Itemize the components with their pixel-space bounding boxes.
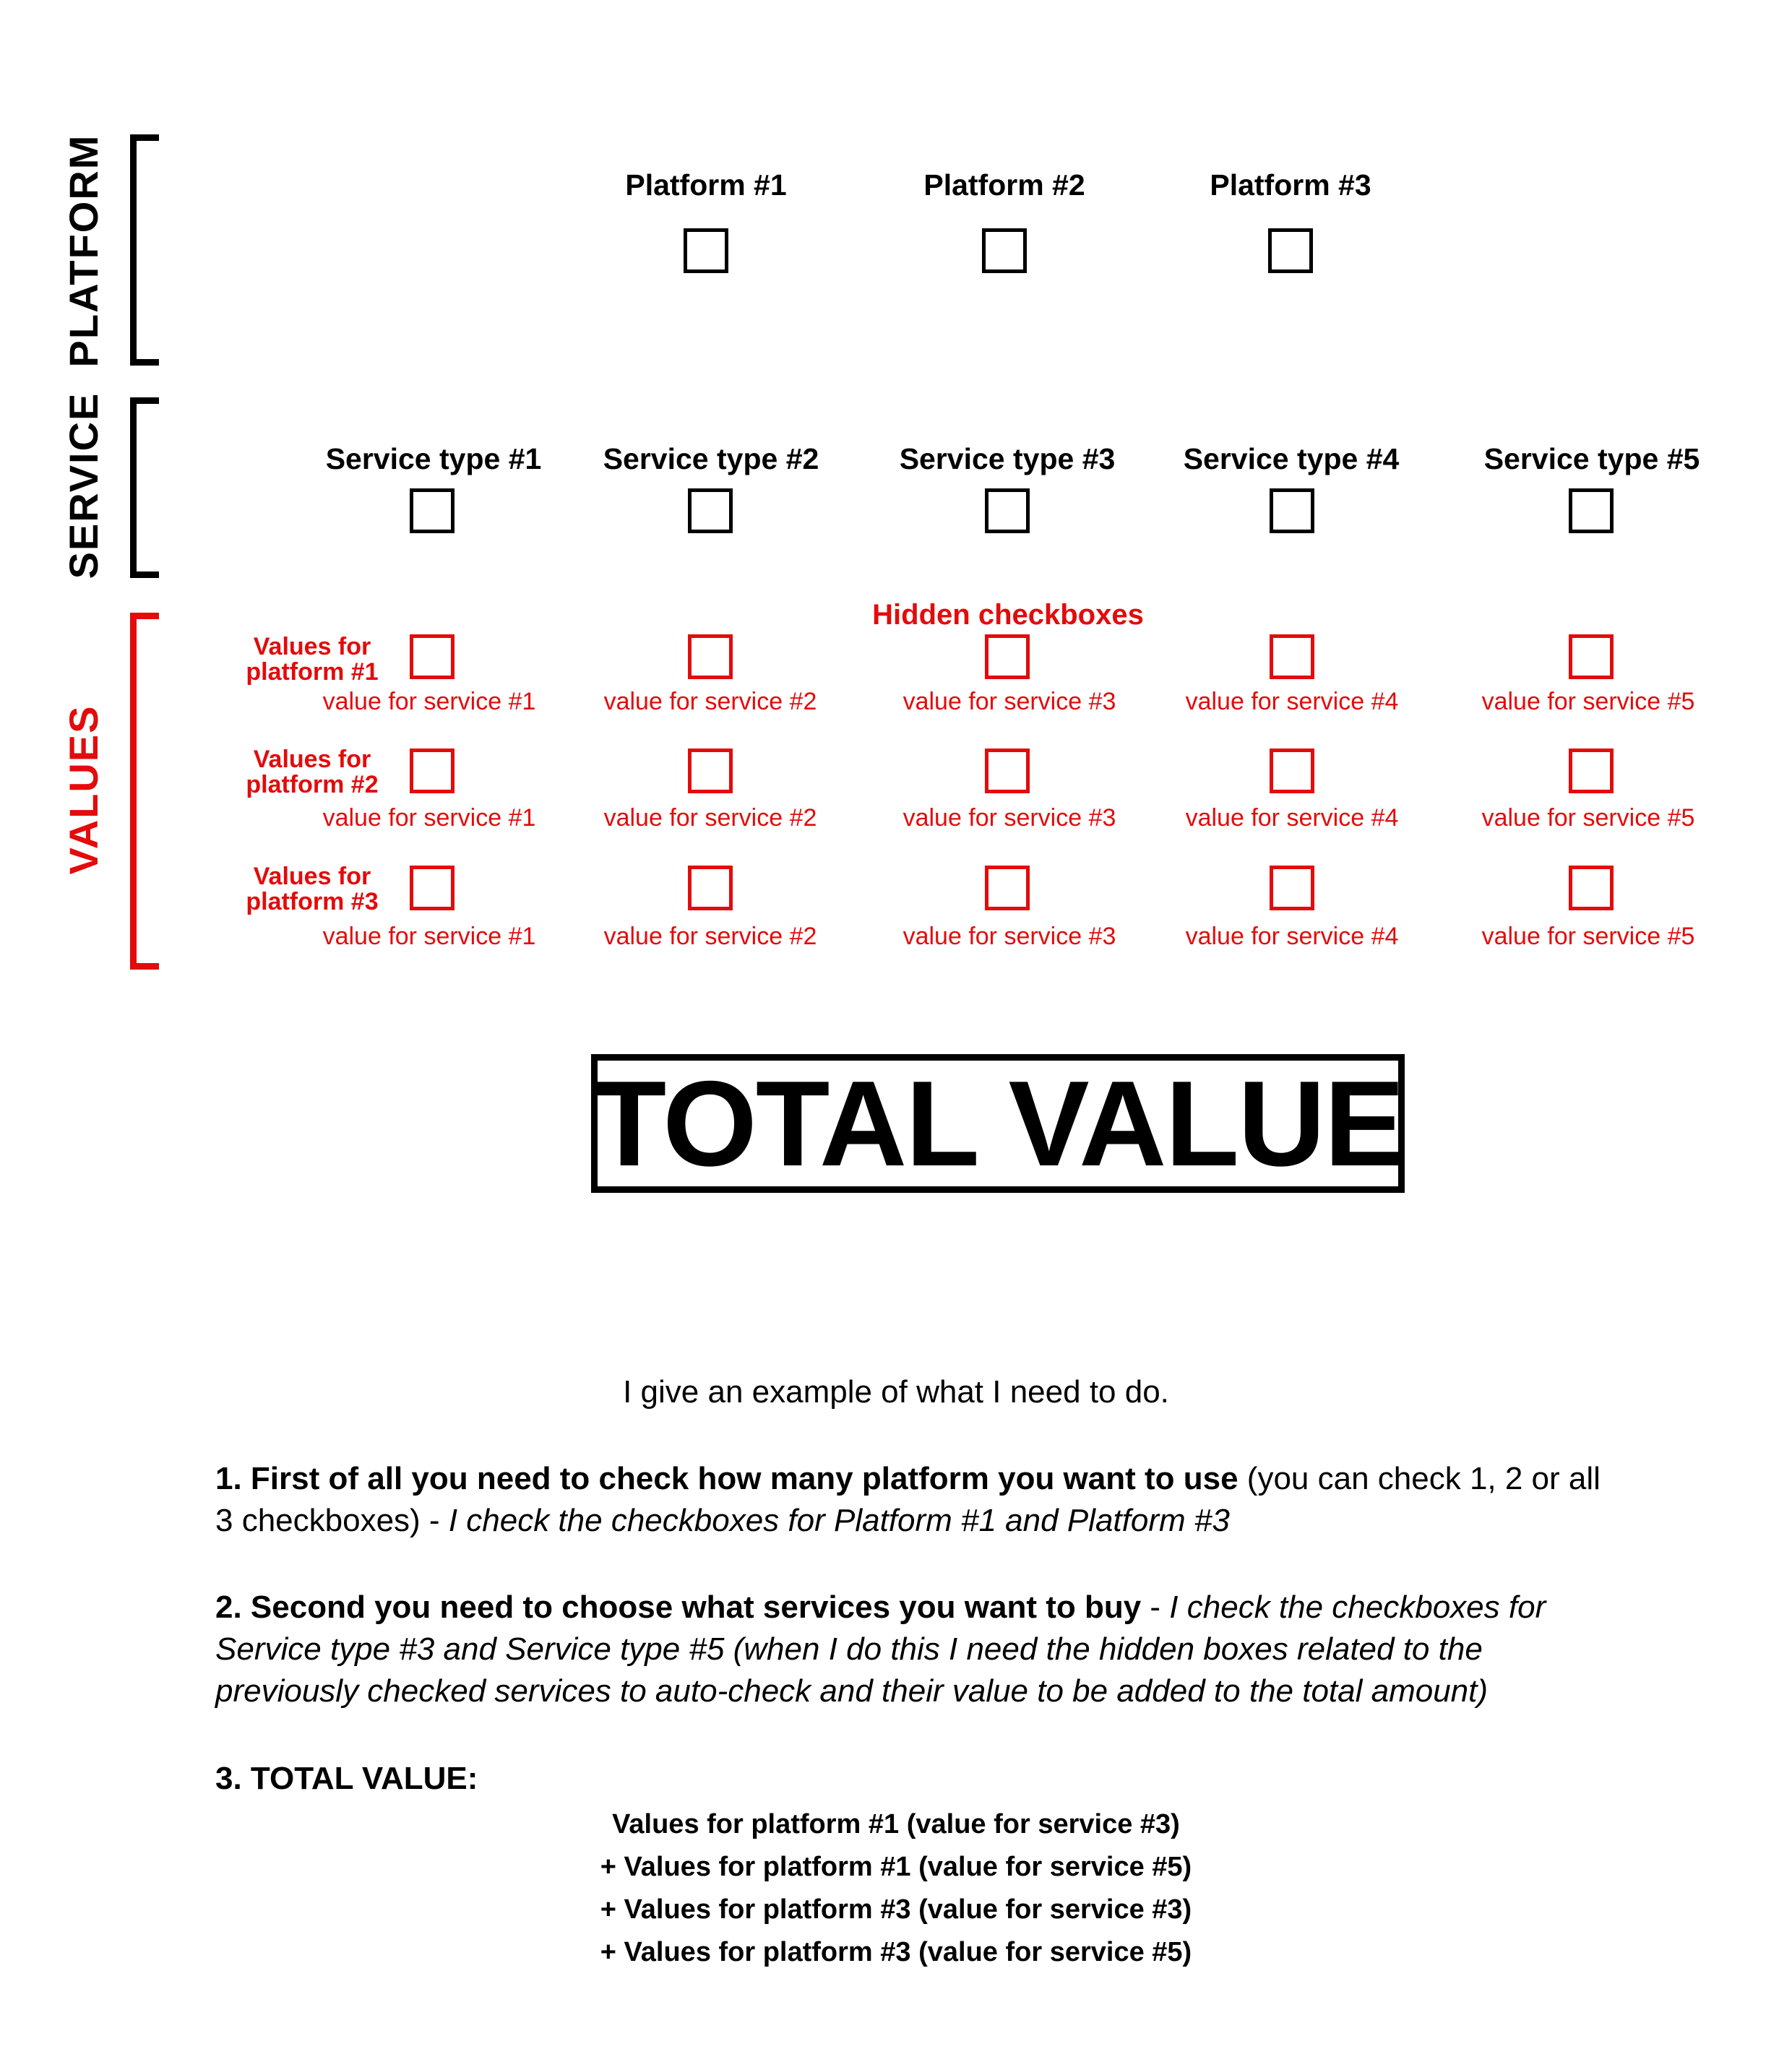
values-platform-1-label: Values for platform #1 xyxy=(246,633,379,686)
value-p1-s3-checkbox[interactable] xyxy=(985,634,1030,679)
step-2-italic: I check the checkboxes for Service type #3 and Service type #5 (when I do this I need the hidden boxes related to the previously checked services to auto-check and their value to be added to the total amount) xyxy=(215,1589,1546,1709)
value-p1-s5-checkbox[interactable] xyxy=(1569,634,1614,679)
value-p3-s3-checkbox[interactable] xyxy=(985,866,1030,910)
value-p3-s1-label: value for service #1 xyxy=(322,923,536,950)
value-p1-s2-checkbox[interactable] xyxy=(688,634,733,679)
service-3-label: Service type #3 xyxy=(899,442,1116,475)
value-p2-s3-checkbox[interactable] xyxy=(985,749,1030,793)
value-p1-s4-checkbox[interactable] xyxy=(1270,634,1314,679)
value-p3-s4-checkbox[interactable] xyxy=(1270,866,1314,910)
value-p1-s1-checkbox[interactable] xyxy=(410,634,455,679)
step-3-bold: 3. TOTAL VALUE: xyxy=(215,1761,478,1796)
step-1-bold: 1. First of all you need to check how many platform you want to use xyxy=(215,1461,1239,1496)
bracket-platform xyxy=(130,134,159,366)
service-1-checkbox[interactable] xyxy=(410,488,455,533)
step-1-italic: I check the checkboxes for Platform #1 and Platform #3 xyxy=(448,1503,1230,1538)
value-p3-s5-checkbox[interactable] xyxy=(1569,866,1614,910)
service-5-checkbox[interactable] xyxy=(1569,488,1614,533)
formula-line-1: Values for platform #1 (value for service #3) xyxy=(612,1809,1180,1839)
value-p2-s5-label: value for service #5 xyxy=(1481,804,1695,832)
value-p2-s2-label: value for service #2 xyxy=(603,804,817,832)
value-p2-s4-label: value for service #4 xyxy=(1185,804,1399,832)
formula-line-3: + Values for platform #3 (value for service #3) xyxy=(600,1894,1192,1925)
value-p1-s3-label: value for service #3 xyxy=(903,688,1116,715)
value-p3-s2-label: value for service #2 xyxy=(603,923,817,950)
value-p2-s3-label: value for service #3 xyxy=(903,804,1116,832)
platform-1-checkbox[interactable] xyxy=(684,228,728,273)
service-1-label: Service type #1 xyxy=(325,442,542,475)
values-platform-3-label: Values for platform #3 xyxy=(246,863,379,915)
total-value-label: TOTAL VALUE xyxy=(592,1056,1404,1191)
value-p1-s5-label: value for service #5 xyxy=(1481,688,1695,715)
section-label-values: VALUES xyxy=(61,704,106,875)
service-4-label: Service type #4 xyxy=(1183,442,1400,475)
section-label-platform: PLATFORM xyxy=(61,134,106,368)
service-3-checkbox[interactable] xyxy=(985,488,1030,533)
platform-2-checkbox[interactable] xyxy=(982,228,1027,273)
values-platform-2-label: Values for platform #2 xyxy=(246,746,379,798)
value-p3-s3-label: value for service #3 xyxy=(903,923,1116,950)
step-3-text xyxy=(215,1758,1610,1800)
formula-line-2: + Values for platform #1 (value for service #5) xyxy=(600,1852,1192,1882)
step-2-text xyxy=(215,1587,1610,1712)
step-2-bold: 2. Second you need to choose what services you want to buy xyxy=(215,1589,1142,1625)
value-p2-s5-checkbox[interactable] xyxy=(1569,749,1614,793)
section-label-service: SERVICE xyxy=(61,392,106,579)
value-p3-s2-checkbox[interactable] xyxy=(688,866,733,910)
service-5-label: Service type #5 xyxy=(1483,442,1700,475)
service-2-checkbox[interactable] xyxy=(688,488,733,533)
service-2-label: Service type #2 xyxy=(603,442,819,475)
platform-2-label: Platform #2 xyxy=(923,168,1085,202)
total-value-box xyxy=(591,1054,1405,1193)
value-p2-s1-checkbox[interactable] xyxy=(410,749,455,793)
step-2-normal: - xyxy=(1141,1589,1170,1625)
value-p3-s5-label: value for service #5 xyxy=(1481,923,1695,950)
step-1-normal: (you can check 1, 2 or all 3 checkboxes) - xyxy=(215,1461,1601,1538)
bracket-service xyxy=(130,397,159,578)
value-p1-s4-label: value for service #4 xyxy=(1185,688,1399,715)
value-p2-s4-checkbox[interactable] xyxy=(1270,749,1314,793)
value-p3-s4-label: value for service #4 xyxy=(1185,923,1399,950)
value-p3-s1-checkbox[interactable] xyxy=(410,866,455,910)
step-1-text xyxy=(215,1458,1610,1542)
bracket-values xyxy=(130,613,159,970)
intro-text: I give an example of what I need to do. xyxy=(623,1374,1169,1410)
platform-3-checkbox[interactable] xyxy=(1268,228,1313,273)
value-p2-s2-checkbox[interactable] xyxy=(688,749,733,793)
formula-line-4: + Values for platform #3 (value for service #5) xyxy=(600,1937,1192,1967)
value-p2-s1-label: value for service #1 xyxy=(322,804,536,832)
hidden-checkboxes-title: Hidden checkboxes xyxy=(872,599,1144,631)
platform-1-label: Platform #1 xyxy=(625,168,787,202)
service-4-checkbox[interactable] xyxy=(1270,488,1314,533)
value-p1-s1-label: value for service #1 xyxy=(322,688,536,715)
platform-3-label: Platform #3 xyxy=(1210,168,1371,202)
value-p1-s2-label: value for service #2 xyxy=(603,688,817,715)
